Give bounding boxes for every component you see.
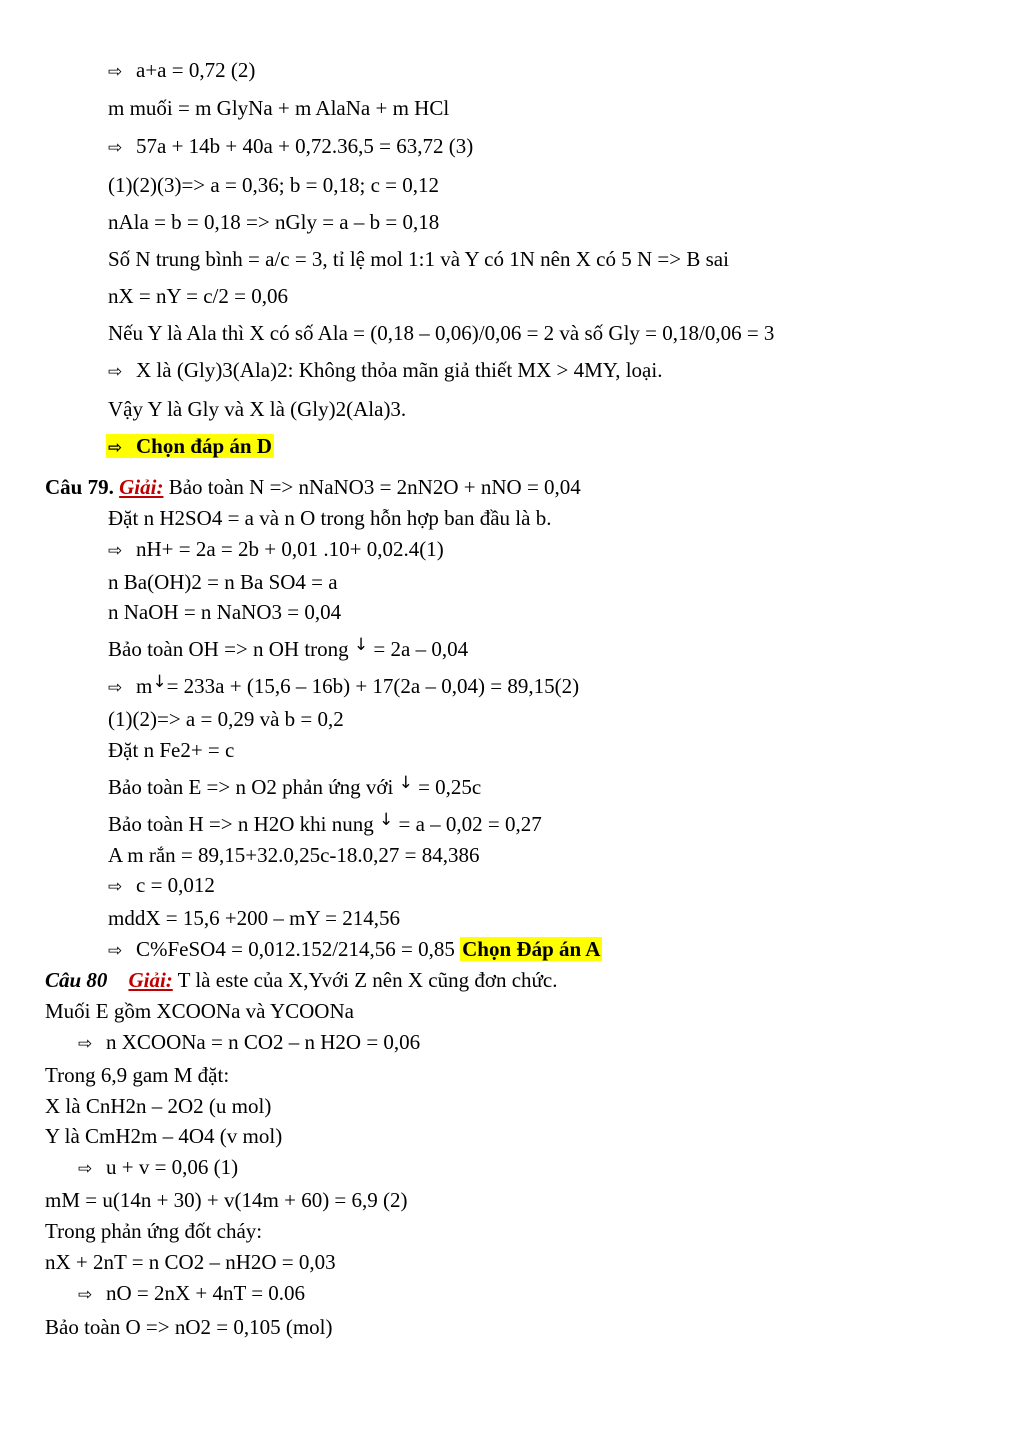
q79-line3: n Ba(OH)2 = n Ba SO4 = a bbox=[108, 570, 338, 594]
line-a1: ⇨ a+a = 0,72 (2) bbox=[108, 57, 255, 85]
arrow-icon: ⇨ bbox=[108, 362, 123, 382]
arrow-icon: ⇨ bbox=[108, 541, 123, 561]
q79-line6: ⇨ m↓= 233a + (15,6 – 16b) + 17(2a – 0,04) = 89,15(2) bbox=[108, 673, 579, 701]
q80-line4: X là CnH2n – 2O2 (u mol) bbox=[45, 1094, 272, 1118]
q80-line2: ⇨ n XCOONa = n CO2 – n H2O = 0,06 bbox=[78, 1029, 420, 1057]
down-arrow-icon: ↓ bbox=[353, 635, 369, 655]
arrow-icon: ⇨ bbox=[78, 1034, 93, 1054]
down-arrow-icon: ↓ bbox=[152, 672, 167, 692]
q80-line8: Trong phản ứng đốt cháy: bbox=[45, 1219, 263, 1243]
q80-line10: ⇨ nO = 2nX + 4nT = 0.06 bbox=[78, 1280, 305, 1308]
q80-line7: mM = u(14n + 30) + v(14m + 60) = 6,9 (2) bbox=[45, 1188, 408, 1212]
q80-line6: ⇨ u + v = 0,06 (1) bbox=[78, 1154, 238, 1182]
q79-line13: mddX = 15,6 +200 – mY = 214,56 bbox=[108, 906, 401, 930]
q80-line1: Muối E gồm XCOONa và YCOONa bbox=[45, 999, 354, 1023]
q79-line10: Bảo toàn H => n H2O khi nung ↓ = a – 0,02 = 0,27 bbox=[108, 810, 542, 836]
q79-line2: ⇨ nH+ = 2a = 2b + 0,01 .10+ 0,02.4(1) bbox=[108, 536, 444, 564]
q80-line9: nX + 2nT = n CO2 – nH2O = 0,03 bbox=[45, 1250, 336, 1274]
q80-line5: Y là CmH2m – 4O4 (v mol) bbox=[45, 1124, 283, 1148]
q79-line8: Đặt n Fe2+ = c bbox=[108, 738, 235, 762]
arrow-icon: ⇨ bbox=[108, 62, 123, 82]
down-arrow-icon: ↓ bbox=[398, 773, 413, 793]
q79-line12: ⇨ c = 0,012 bbox=[108, 872, 215, 900]
line-a10: Vậy Y là Gly và X là (Gly)2(Ala)3. bbox=[108, 397, 407, 421]
answer-d: ⇨ Chọn đáp án D bbox=[106, 433, 274, 461]
q79-line7: (1)(2)=> a = 0,29 và b = 0,2 bbox=[108, 707, 344, 731]
arrow-icon: ⇨ bbox=[78, 1285, 93, 1305]
line-a2: m muối = m GlyNa + m AlaNa + m HCl bbox=[108, 96, 450, 120]
arrow-icon: ⇨ bbox=[108, 678, 123, 698]
line-a6: Số N trung bình = a/c = 3, tỉ lệ mol 1:1 và Y có 1N nên X có 5 N => B sai bbox=[108, 247, 729, 271]
line-a4: (1)(2)(3)=> a = 0,36; b = 0,18; c = 0,12 bbox=[108, 173, 439, 197]
answer-a: Chọn Đáp án A bbox=[462, 937, 601, 961]
q79-heading: Câu 79. Giải: Bảo toàn N => nNaNO3 = 2nN2O + nNO = 0,04 bbox=[45, 475, 581, 499]
q79-line1: Đặt n H2SO4 = a và n O trong hỗn hợp ban đầu là b. bbox=[108, 506, 552, 530]
q80-line11: Bảo toàn O => nO2 = 0,105 (mol) bbox=[45, 1315, 333, 1339]
q79-line5: Bảo toàn OH => n OH trong ↓ = 2a – 0,04 bbox=[108, 635, 469, 661]
down-arrow-icon: ↓ bbox=[379, 810, 394, 830]
line-a5: nAla = b = 0,18 => nGly = a – b = 0,18 bbox=[108, 210, 440, 234]
arrow-icon: ⇨ bbox=[108, 138, 123, 158]
q79-line14: ⇨ C%FeSO4 = 0,012.152/214,56 = 0,85 Chọn Đáp án A bbox=[108, 936, 602, 964]
arrow-icon: ⇨ bbox=[108, 877, 123, 897]
arrow-icon: ⇨ bbox=[108, 941, 123, 961]
line-a3: ⇨ 57a + 14b + 40a + 0,72.36,5 = 63,72 (3) bbox=[108, 133, 473, 161]
q79-line4: n NaOH = n NaNO3 = 0,04 bbox=[108, 600, 342, 624]
line-a8: Nếu Y là Ala thì X có số Ala = (0,18 – 0,06)/0,06 = 2 và số Gly = 0,18/0,06 = 3 bbox=[108, 321, 775, 345]
line-a9: ⇨ X là (Gly)3(Ala)2: Không thỏa mãn giả thiết MX > 4MY, loại. bbox=[108, 357, 662, 385]
q80-line3: Trong 6,9 gam M đặt: bbox=[45, 1063, 230, 1087]
q79-line11: A m rắn = 89,15+32.0,25c-18.0,27 = 84,386 bbox=[108, 843, 480, 867]
line-a7: nX = nY = c/2 = 0,06 bbox=[108, 284, 288, 308]
arrow-icon: ⇨ bbox=[108, 438, 123, 458]
q80-heading: Câu 80 Giải: T là este của X,Yvới Z nên X cũng đơn chức. bbox=[45, 968, 558, 992]
arrow-icon: ⇨ bbox=[78, 1159, 93, 1179]
q79-line9: Bảo toàn E => n O2 phản ứng với ↓ = 0,25c bbox=[108, 773, 482, 799]
